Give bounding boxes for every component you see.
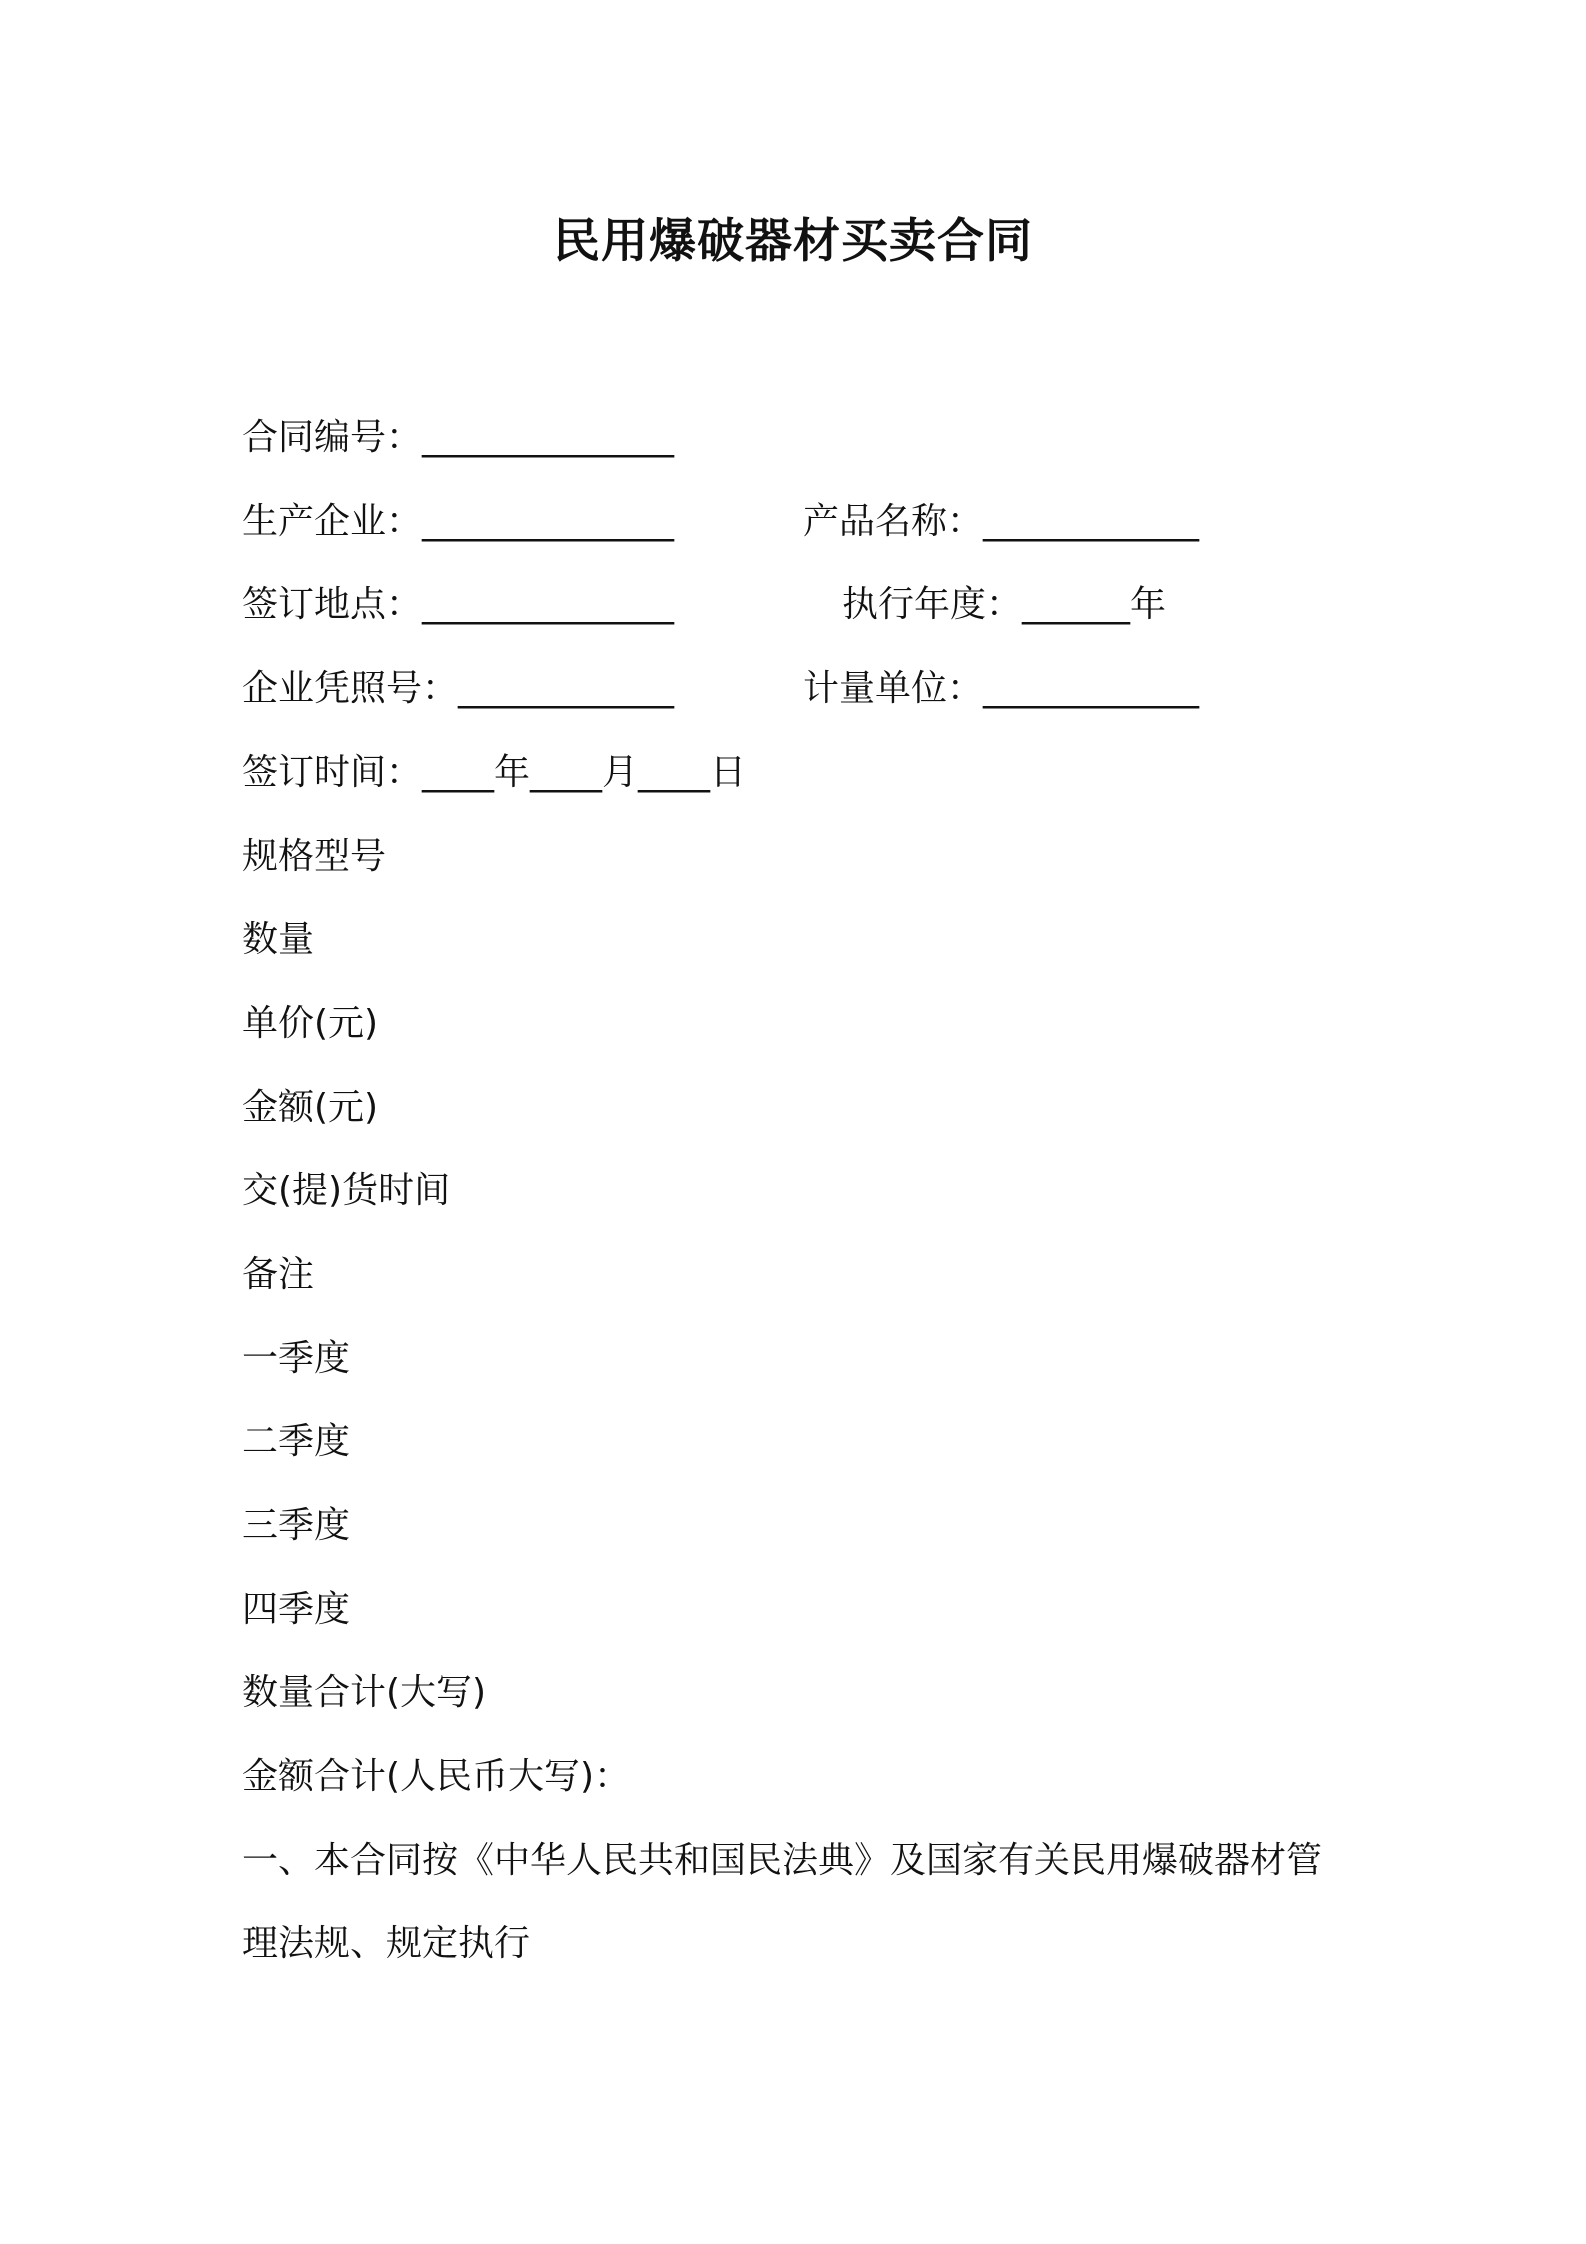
sign-place-field: 签订地点：______________ (242, 584, 675, 625)
item-delivery-time: 交(提)货时间 (242, 1170, 451, 1211)
measurement-unit-field: 计量单位：____________ (803, 668, 1200, 709)
item-quantity: 数量 (242, 919, 315, 960)
item-quarter-3: 三季度 (242, 1505, 351, 1546)
item-amount-total: 金额合计(人民币大写)： (242, 1756, 631, 1797)
item-spec-model: 规格型号 (242, 836, 387, 877)
item-quantity-total: 数量合计(大写) (242, 1672, 487, 1713)
document-title: 民用爆破器材买卖合同 (553, 214, 1033, 269)
item-amount: 金额(元) (242, 1087, 379, 1128)
item-unit-price: 单价(元) (242, 1003, 379, 1044)
clause-1-line-1: 一、本合同按《中华人民共和国民法典》及国家有关民用爆破器材管 (242, 1840, 1323, 1881)
producer-field: 生产企业：______________ (242, 501, 675, 542)
item-quarter-1: 一季度 (242, 1338, 351, 1379)
execution-year-field: 执行年度：______年 (842, 584, 1167, 625)
product-name-field: 产品名称：____________ (803, 501, 1200, 542)
item-quarter-2: 二季度 (242, 1421, 351, 1462)
clause-1-line-2: 理法规、规定执行 (242, 1923, 531, 1964)
item-remarks: 备注 (242, 1254, 315, 1295)
contract-number-field: 合同编号：______________ (242, 417, 675, 458)
license-number-field: 企业凭照号：____________ (242, 668, 675, 709)
sign-time-field: 签订时间：____年____月____日 (242, 752, 747, 793)
item-quarter-4: 四季度 (242, 1589, 351, 1630)
